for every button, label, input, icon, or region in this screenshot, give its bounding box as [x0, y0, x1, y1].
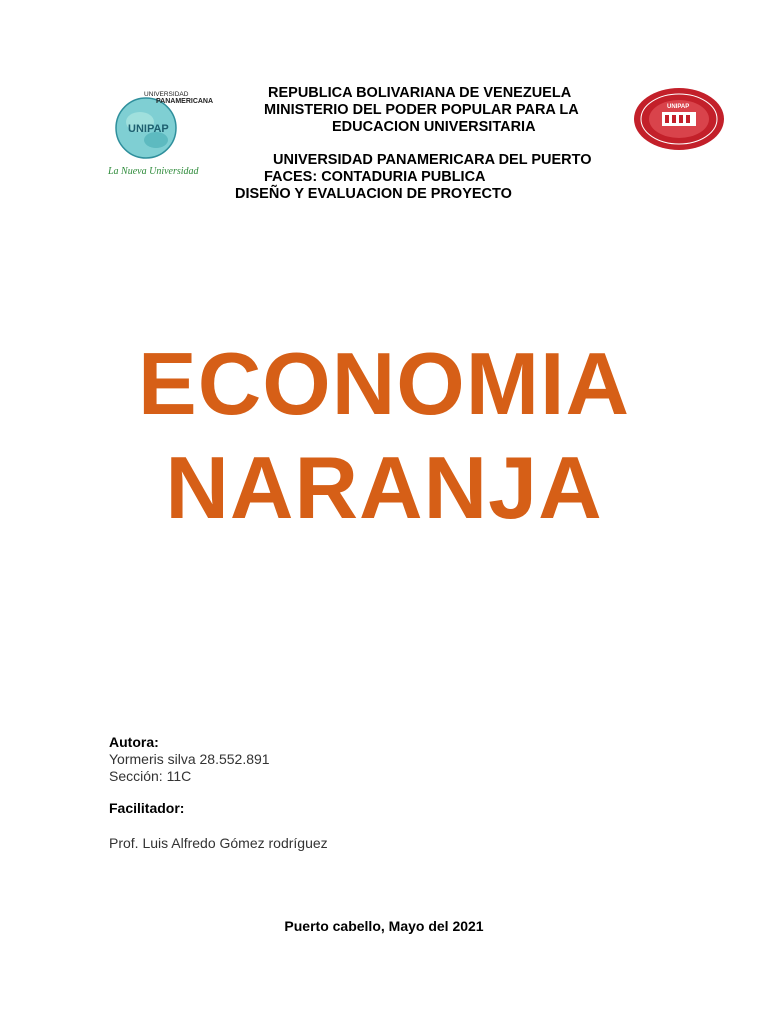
header-line-6: DISEÑO Y EVALUACION DE PROYECTO	[235, 186, 512, 202]
header-line-5: FACES: CONTADURIA PUBLICA	[264, 169, 486, 185]
header-line-3: EDUCACION UNIVERSITARIA	[332, 119, 536, 135]
author-label: Autora:	[109, 734, 159, 750]
place-date: Puerto cabello, Mayo del 2021	[284, 918, 484, 934]
logo-left-top-text-1: UNIVERSIDAD	[144, 91, 189, 98]
title-line-1: ECONOMIA	[138, 334, 630, 433]
logo-left-tagline: La Nueva Universidad	[108, 166, 199, 177]
author-section: Sección: 11C	[109, 768, 192, 784]
university-logo-left	[106, 86, 226, 178]
facilitator-name: Prof. Luis Alfredo Gómez rodríguez	[109, 835, 328, 851]
facilitator-label: Facilitador:	[109, 800, 185, 816]
author-name: Yormeris silva 28.552.891	[109, 751, 270, 767]
header-line-1: REPUBLICA BOLIVARIANA DE VENEZUELA	[268, 85, 572, 101]
logo-left-center-text: UNIPAP	[128, 123, 169, 135]
title-line-2: NARANJA	[165, 438, 603, 537]
university-seal-right	[632, 86, 726, 152]
logo-right-center-text: UNIPAP	[667, 104, 690, 110]
header-line-4: UNIVERSIDAD PANAMERICARA DEL PUERTO	[273, 152, 592, 168]
header-line-2: MINISTERIO DEL PODER POPULAR PARA LA	[264, 102, 579, 118]
logo-left-top-text-2: PANAMERICANA	[156, 98, 214, 105]
